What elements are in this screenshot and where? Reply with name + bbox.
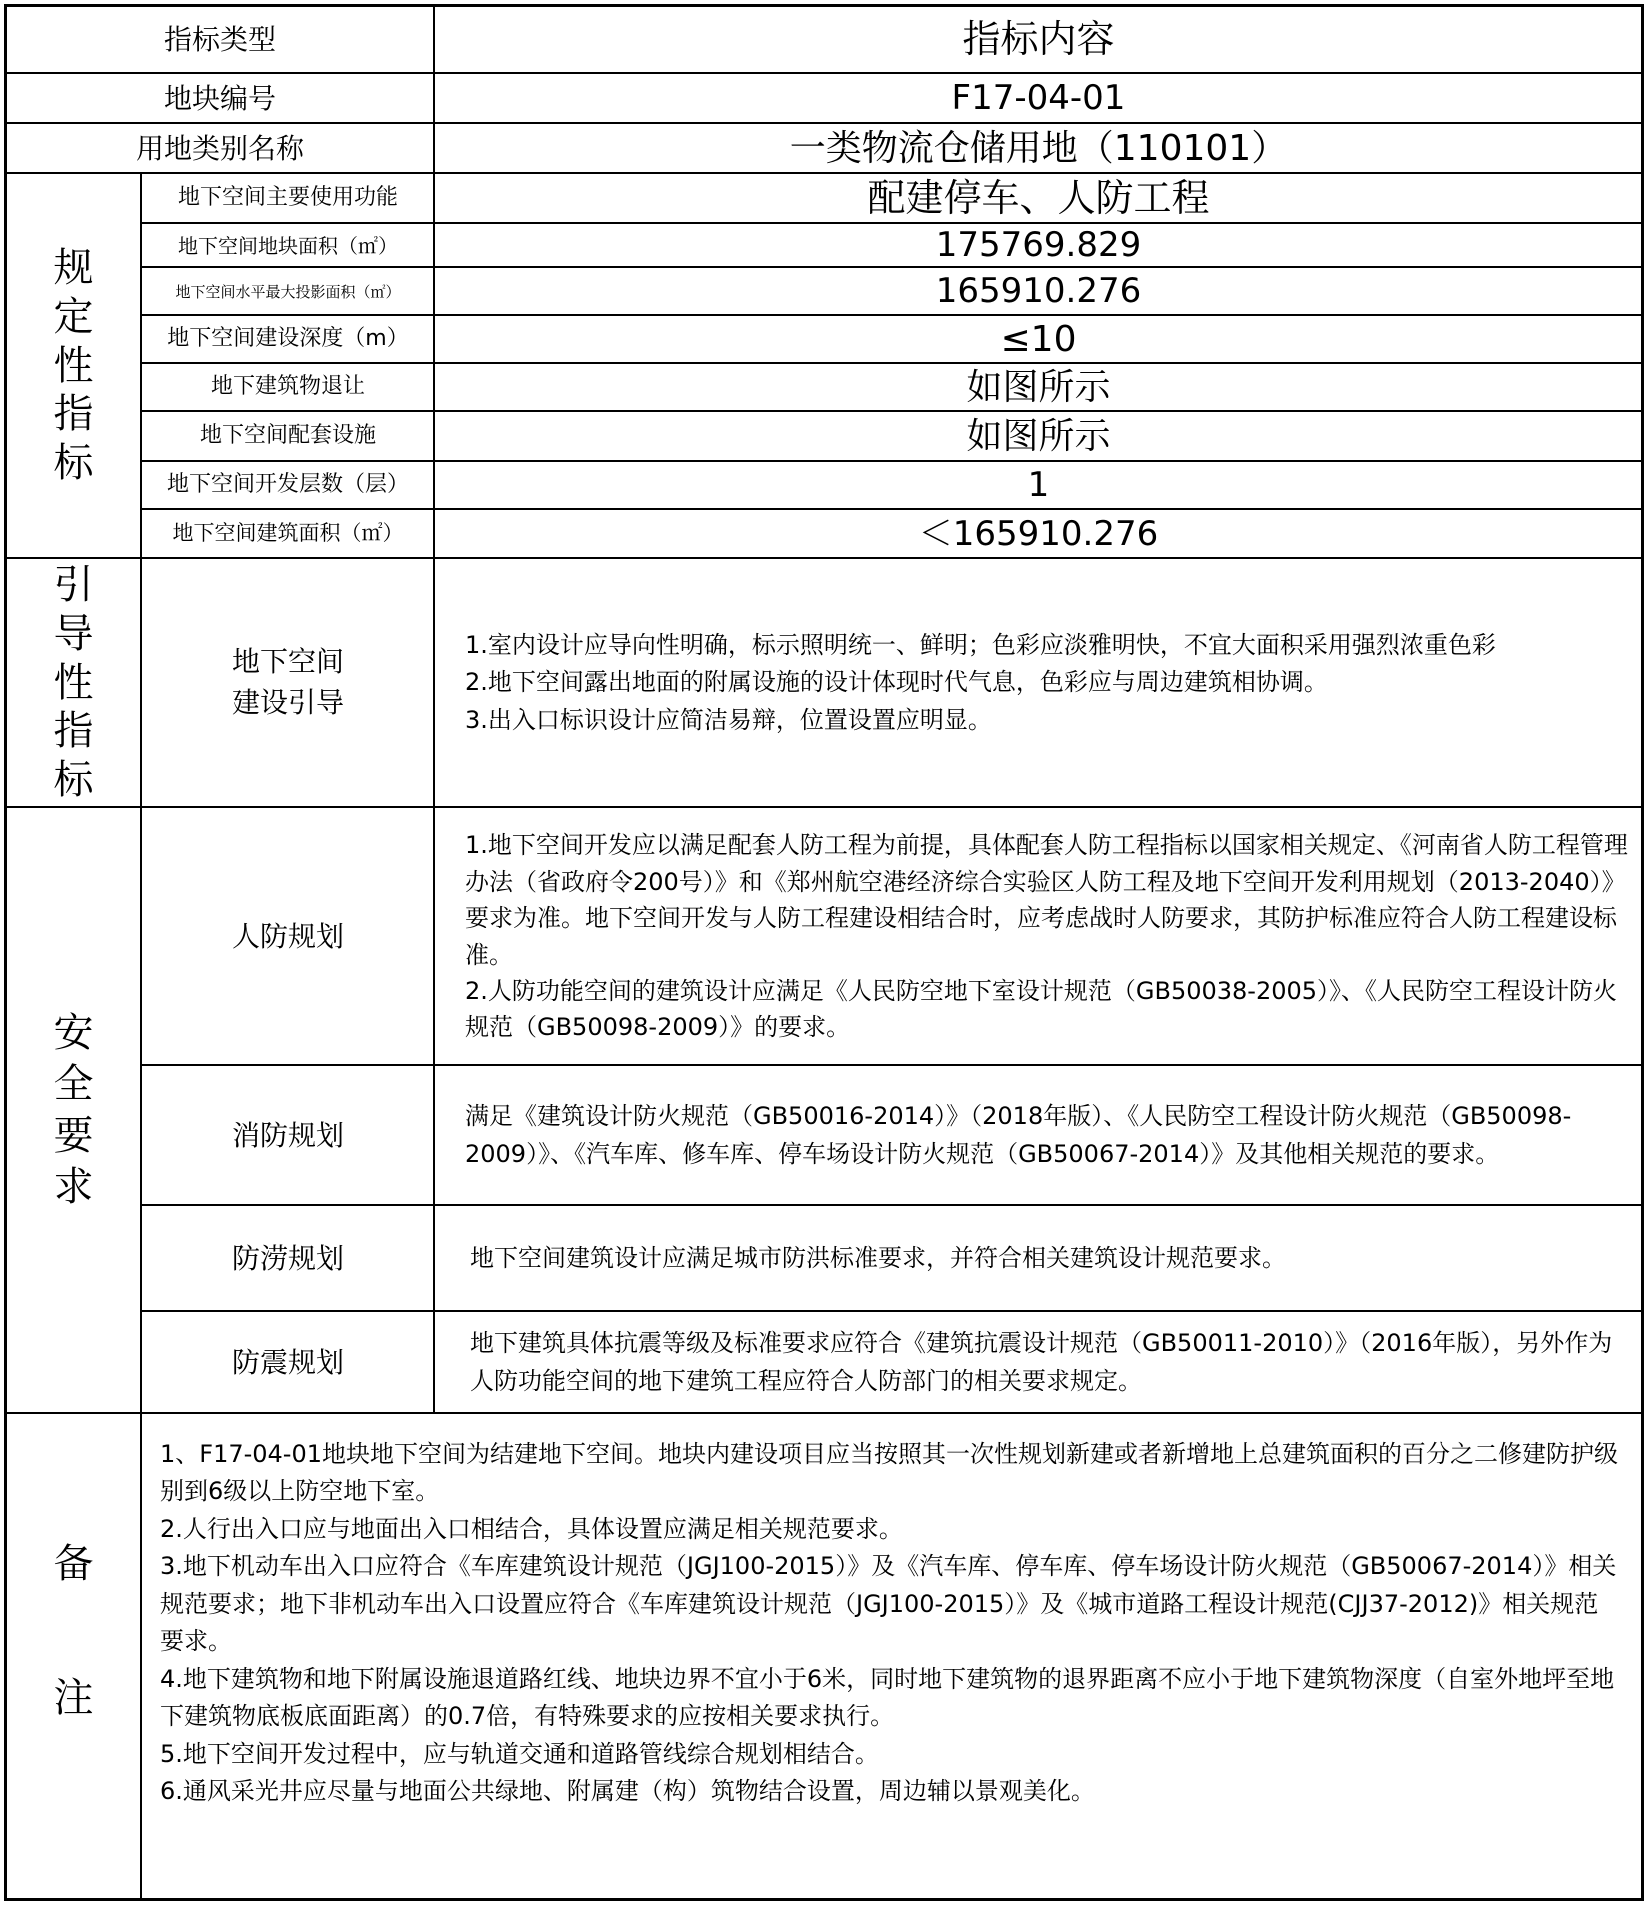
regulatory-row-value: 175769.829 [935, 225, 1142, 266]
regulatory-row-label: 地下空间水平最大投影面积（㎡） [175, 282, 401, 301]
land-use-value: 一类物流仓储用地（110101） [789, 127, 1288, 169]
category-char: 导 [53, 610, 94, 657]
guidance-item: 3.出入口标识设计应简洁易辩，位置设置应明显。 [465, 705, 992, 734]
regulatory-row-label: 地下空间建设深度（m） [167, 326, 409, 352]
category-char: 全 [53, 1061, 94, 1108]
category-char: 备 [53, 1541, 94, 1587]
category-char: 标 [53, 440, 94, 487]
guidance-item: 2.地下空间露出地面的附属设施的设计体现时代气息，色彩应与周边建筑相协调。 [465, 668, 1328, 697]
block-id-label: 地块编号 [163, 81, 276, 115]
category-char: 安 [53, 1010, 94, 1057]
safety-item: 地下建筑具体抗震等级及标准要求应符合《建筑抗震设计规范（GB50011-2010）》（2016年版），另外作为人防功能空间的地下建筑工程应符合人防部门的相关要求规定。 [470, 1329, 1613, 1395]
note-item: 5.地下空间开发过程中，应与轨道交通和道路管线综合规划相结合。 [160, 1739, 879, 1768]
regulatory-row-label: 地下空间建筑面积（㎡） [172, 521, 404, 546]
regulatory-row-label: 地下空间开发层数（层） [166, 472, 409, 498]
note-item: 3.地下机动车出入口应符合《车库建筑设计规范（JGJ100-2015）》及《汽车库、停车库、停车场设计防火规范（GB50067-2014）》相关规范要求；地下非机动车出入口设置应符合《车库建筑设计规范（JGJ100-2015）》及《城市道路工程设计规范(CJJ37-2012)》相关规范要求。 [160, 1552, 1617, 1656]
regulatory-row-value: 如图所示 [966, 415, 1111, 457]
category-char: 性 [53, 659, 94, 706]
category-char: 求 [53, 1163, 94, 1210]
safety-item: 满足《建筑设计防火规范（GB50016-2014）》（2018年版）、《人民防空工程设计防火规范（GB50098-2009）》、《汽车库、修车库、停车场设计防火规范（GB50067-2014）》及其他相关规范的要求。 [465, 1102, 1572, 1168]
guidance-label [142, 559, 434, 807]
category-char: 标 [53, 757, 94, 804]
regulatory-row-label: 地下建筑物退让 [210, 374, 365, 400]
category-char: 要 [53, 1112, 94, 1159]
notes-category [6, 1414, 141, 1899]
header-content-label: 指标内容 [962, 16, 1115, 61]
regulatory-row-label: 地下空间地块面积（㎡） [178, 233, 398, 258]
safety-item: 2.人防功能空间的建筑设计应满足《人民防空地下室设计规范（GB50038-2005）》、《人民防空工程设计防火规范（GB50098-2009）》的要求。 [465, 976, 1618, 1042]
note-item: 6.通风采光井应尽量与地面公共绿地、附属建（构）筑物结合设置，周边辅以景观美化。 [160, 1776, 1095, 1805]
regulatory-row-value: 165910.276 [935, 271, 1142, 312]
category-char: 引 [53, 562, 94, 608]
safety-item: 1.地下空间开发应以满足配套人防工程为前提，具体配套人防工程指标以国家相关规定、《河南省人防工程管理办法（省政府令200号）》和《郑州航空港经济综合实验区人防工程及地下空间开发利用规划（2013-2040）》要求为准。地下空间开发与人防工程建设相结合时，应考虑战时人防要求，其防护标准应符合人防工程建设标准。 [465, 831, 1628, 969]
regulatory-row-value: 1 [1027, 465, 1050, 506]
regulatory-row-value: ＜165910.276 [918, 513, 1159, 554]
guidance-category [6, 559, 141, 807]
land-use-label: 用地类别名称 [135, 131, 304, 165]
safety-row-content [435, 1066, 1642, 1205]
note-item: 1、F17-04-01地块地下空间为结建地下空间。地块内建设项目应当按照其一次性规划新建或者新增地上总建筑面积的百分之二修建防护级别到6级以上防空地下室。 [160, 1440, 1619, 1506]
regulatory-row-value: 配建停车、人防工程 [867, 175, 1210, 220]
regulatory-row-value: 如图所示 [966, 366, 1111, 408]
guidance-content [435, 559, 1642, 807]
safety-row-content [435, 1206, 1642, 1311]
safety-row-content [435, 808, 1642, 1065]
safety-row-label: 消防规划 [231, 1118, 344, 1152]
note-item: 4.地下建筑物和地下附属设施退道路红线、地块边界不宜小于6米，同时地下建筑物的退界距离不应小于地下建筑物深度（自室外地坪至地下建筑物底板底面距离）的0.7倍，有特殊要求的应按相关要求执行。 [160, 1664, 1615, 1731]
safety-item: 地下空间建筑设计应满足城市防洪标准要求，并符合相关建筑设计规范要求。 [470, 1243, 1286, 1272]
regulatory-row-label: 地下空间主要使用功能 [177, 185, 398, 211]
notes-content [142, 1414, 1642, 1899]
category-char: 注 [53, 1675, 94, 1721]
category-char: 指 [53, 708, 94, 755]
regulatory-row-value: ≤10 [1000, 318, 1077, 360]
note-item: 2.人行出入口应与地面出入口相结合，具体设置应满足相关规范要求。 [160, 1514, 903, 1543]
category-char: 规 [53, 245, 94, 291]
safety-category [6, 808, 141, 1413]
guidance-label-line: 地下空间 [231, 645, 344, 679]
safety-row-content [435, 1312, 1642, 1413]
category-char: 指 [53, 391, 94, 438]
category-char: 定 [53, 293, 94, 340]
guidance-item: 1.室内设计应导向性明确，标示照明统一、鲜明；色彩应淡雅明快，不宜大面积采用强烈浓重色彩 [465, 631, 1496, 660]
regulatory-row-label: 地下空间配套设施 [199, 423, 376, 449]
category-char: 性 [53, 342, 94, 389]
regulatory-category [6, 174, 141, 558]
header-type-label: 指标类型 [163, 22, 276, 56]
safety-row-label: 防涝规划 [231, 1241, 344, 1275]
safety-row-label: 人防规划 [231, 919, 344, 953]
safety-row-label: 防震规划 [231, 1345, 344, 1379]
guidance-label-line: 建设引导 [231, 686, 344, 719]
block-id-value: F17-04-01 [951, 78, 1126, 119]
